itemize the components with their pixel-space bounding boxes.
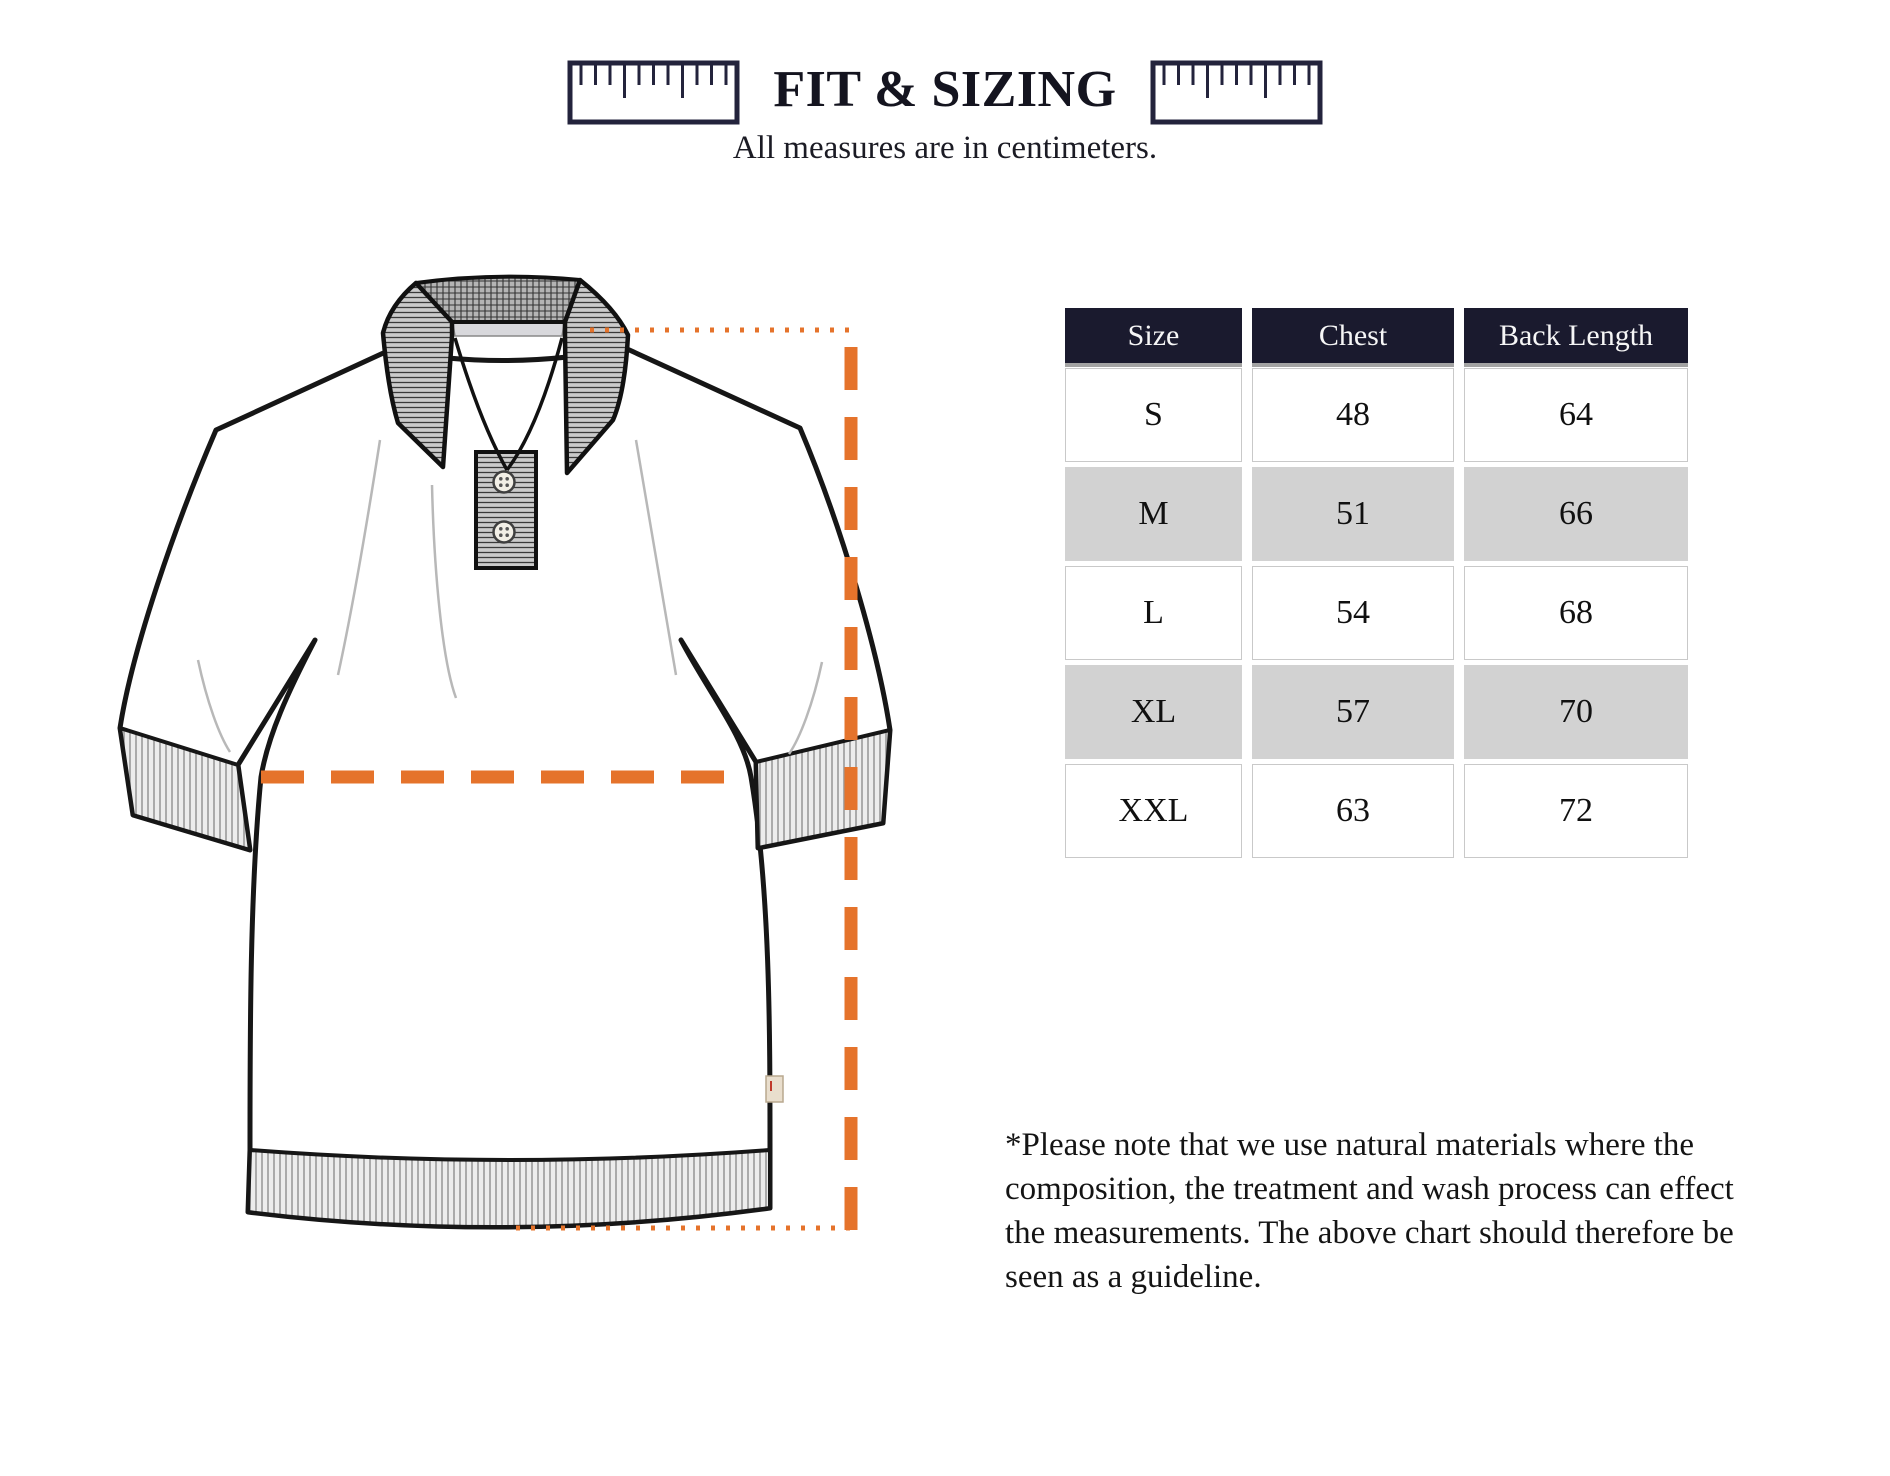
table-cell: 57 bbox=[1252, 665, 1454, 759]
table-header-back-length: Back Length bbox=[1464, 308, 1688, 363]
table-cell: 70 bbox=[1464, 665, 1688, 759]
table-header-size: Size bbox=[1065, 308, 1242, 363]
table-cell: 68 bbox=[1464, 566, 1688, 660]
table-cell: 54 bbox=[1252, 566, 1454, 660]
table-cell: 64 bbox=[1464, 368, 1688, 462]
table-header-chest: Chest bbox=[1252, 308, 1454, 363]
table-cell: 51 bbox=[1252, 467, 1454, 561]
units-subtitle: All measures are in centimeters. bbox=[732, 130, 1158, 166]
table-cell: M bbox=[1065, 467, 1242, 561]
table-cell: XL bbox=[1065, 665, 1242, 759]
materials-note: *Please note that we use natural materials where the composition, the treatment and wash process can effect the measurements. The above chart should therefore be seen as a guideline. bbox=[1005, 1127, 1734, 1295]
button bbox=[494, 472, 515, 493]
care-label bbox=[766, 1076, 783, 1102]
table-cell: XXL bbox=[1065, 764, 1242, 858]
size-table bbox=[1065, 308, 1688, 858]
hem-band bbox=[248, 1150, 770, 1227]
table-cell: 48 bbox=[1252, 368, 1454, 462]
page-title: FIT & SIZING bbox=[773, 60, 1117, 118]
table-cell: 63 bbox=[1252, 764, 1454, 858]
page-header bbox=[0, 60, 1890, 125]
table-cell: S bbox=[1065, 368, 1242, 462]
ruler-icon bbox=[1150, 60, 1323, 125]
table-cell: L bbox=[1065, 566, 1242, 660]
table-cell: 72 bbox=[1464, 764, 1688, 858]
table-cell: 66 bbox=[1464, 467, 1688, 561]
ruler-icon bbox=[567, 60, 740, 125]
polo-shirt-diagram bbox=[80, 230, 910, 1280]
button bbox=[494, 522, 515, 543]
